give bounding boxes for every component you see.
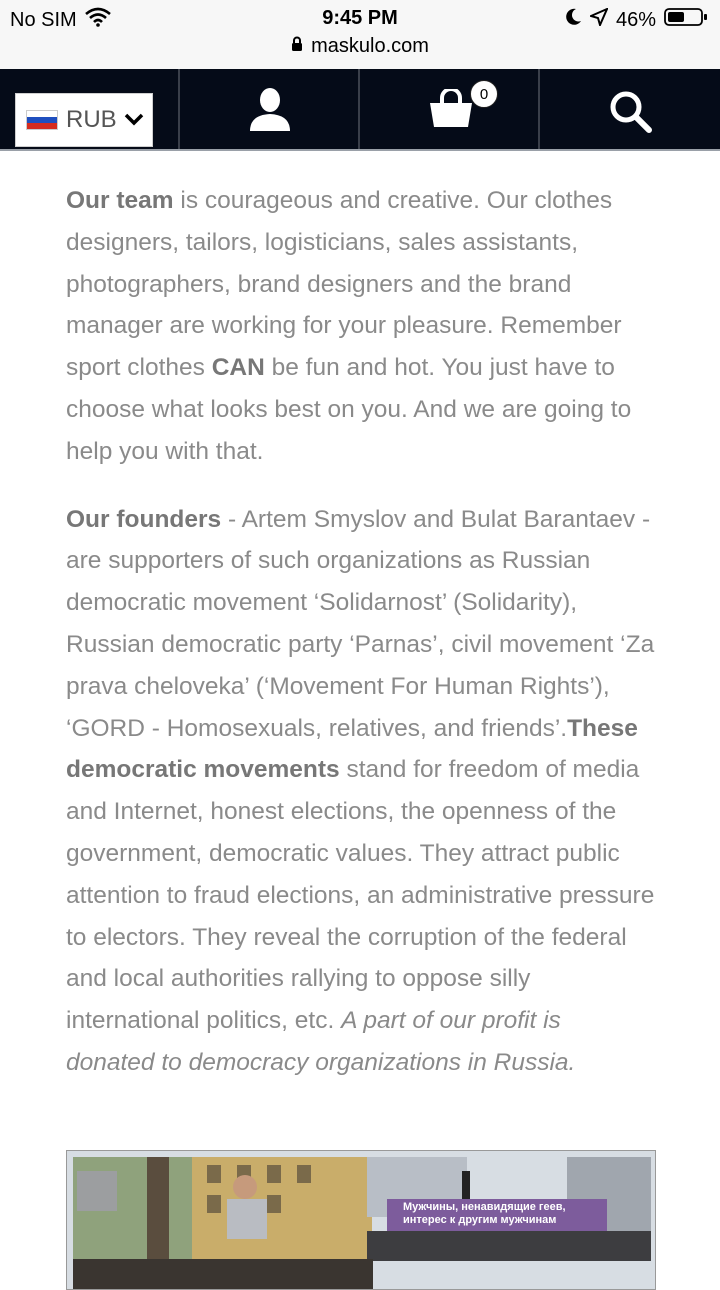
team-lead: Our team <box>66 187 174 214</box>
founders-paragraph <box>66 499 656 1084</box>
banner-text-line1: Мужчины, ненавидящие геев, <box>403 1201 566 1213</box>
flag-ru-icon <box>26 110 58 130</box>
account-button[interactable] <box>180 69 360 149</box>
clock: 9:45 PM <box>322 7 398 29</box>
search-icon <box>608 89 652 138</box>
team-text-a: is courageous and creative. Our clothes designers, tailors, logisticians, sales assistants, photographers, brand designers and the brand manager are working for your pleasure. Remember sport clothes <box>66 187 622 382</box>
founders-italic: A part of our profit is donated to democracy organizations in Russia. <box>66 1007 576 1076</box>
nav-currency-cell <box>0 69 180 149</box>
banner-text-line2: интерес к другим мужчинам <box>403 1214 557 1226</box>
status-right <box>566 7 708 33</box>
lock-icon <box>291 35 303 58</box>
moon-icon <box>566 8 582 32</box>
currency-label: RUB <box>66 106 117 133</box>
battery-percent: 46% <box>615 8 656 31</box>
url-domain[interactable]: maskulo.com <box>311 35 429 57</box>
cart-count-badge: 0 <box>470 80 498 108</box>
site-nav <box>0 69 720 151</box>
battery-icon <box>664 7 708 33</box>
chevron-down-icon <box>124 112 144 131</box>
team-paragraph <box>66 180 656 473</box>
cart-icon <box>428 89 474 134</box>
protest-photo <box>66 1150 656 1290</box>
banner-text <box>403 1201 613 1227</box>
currency-select[interactable] <box>15 93 153 147</box>
about-article <box>66 180 656 1084</box>
search-button[interactable] <box>540 69 720 149</box>
location-arrow-icon <box>590 8 608 32</box>
url-bar[interactable] <box>0 34 720 70</box>
founders-bold: These democratic movements <box>66 714 638 784</box>
team-can: CAN <box>211 354 265 382</box>
founders-text-a: - Artem Smyslov and Bulat Barantaev - are supporters of such organizations as Russian democratic movement ‘Solidarnost’ (Solidarity), Russian democratic party ‘Parnas’, civil movement ‘Za prava cheloveka’ (‘Movement For Human Rights’), ‘GORD - Homosexuals, relatives, and friends’. <box>66 505 655 742</box>
carrier-label: No SIM <box>10 8 77 31</box>
founders-text-b: stand for freedom of media and Internet, honest elections, the openness of the government, democratic values. They attract public attention to fraud elections, an administrative pressure to electors. They reveal the corruption of the federal and local authorities rallying to oppose silly international politics, etc. <box>66 756 655 1035</box>
cart-button[interactable] <box>360 69 540 149</box>
team-text-b: be fun and hot. You just have to choose what looks best on you. And we are going to help you with that. <box>66 354 632 465</box>
founders-lead: Our founders <box>66 505 222 533</box>
user-icon <box>248 87 292 136</box>
status-bar <box>0 0 720 36</box>
